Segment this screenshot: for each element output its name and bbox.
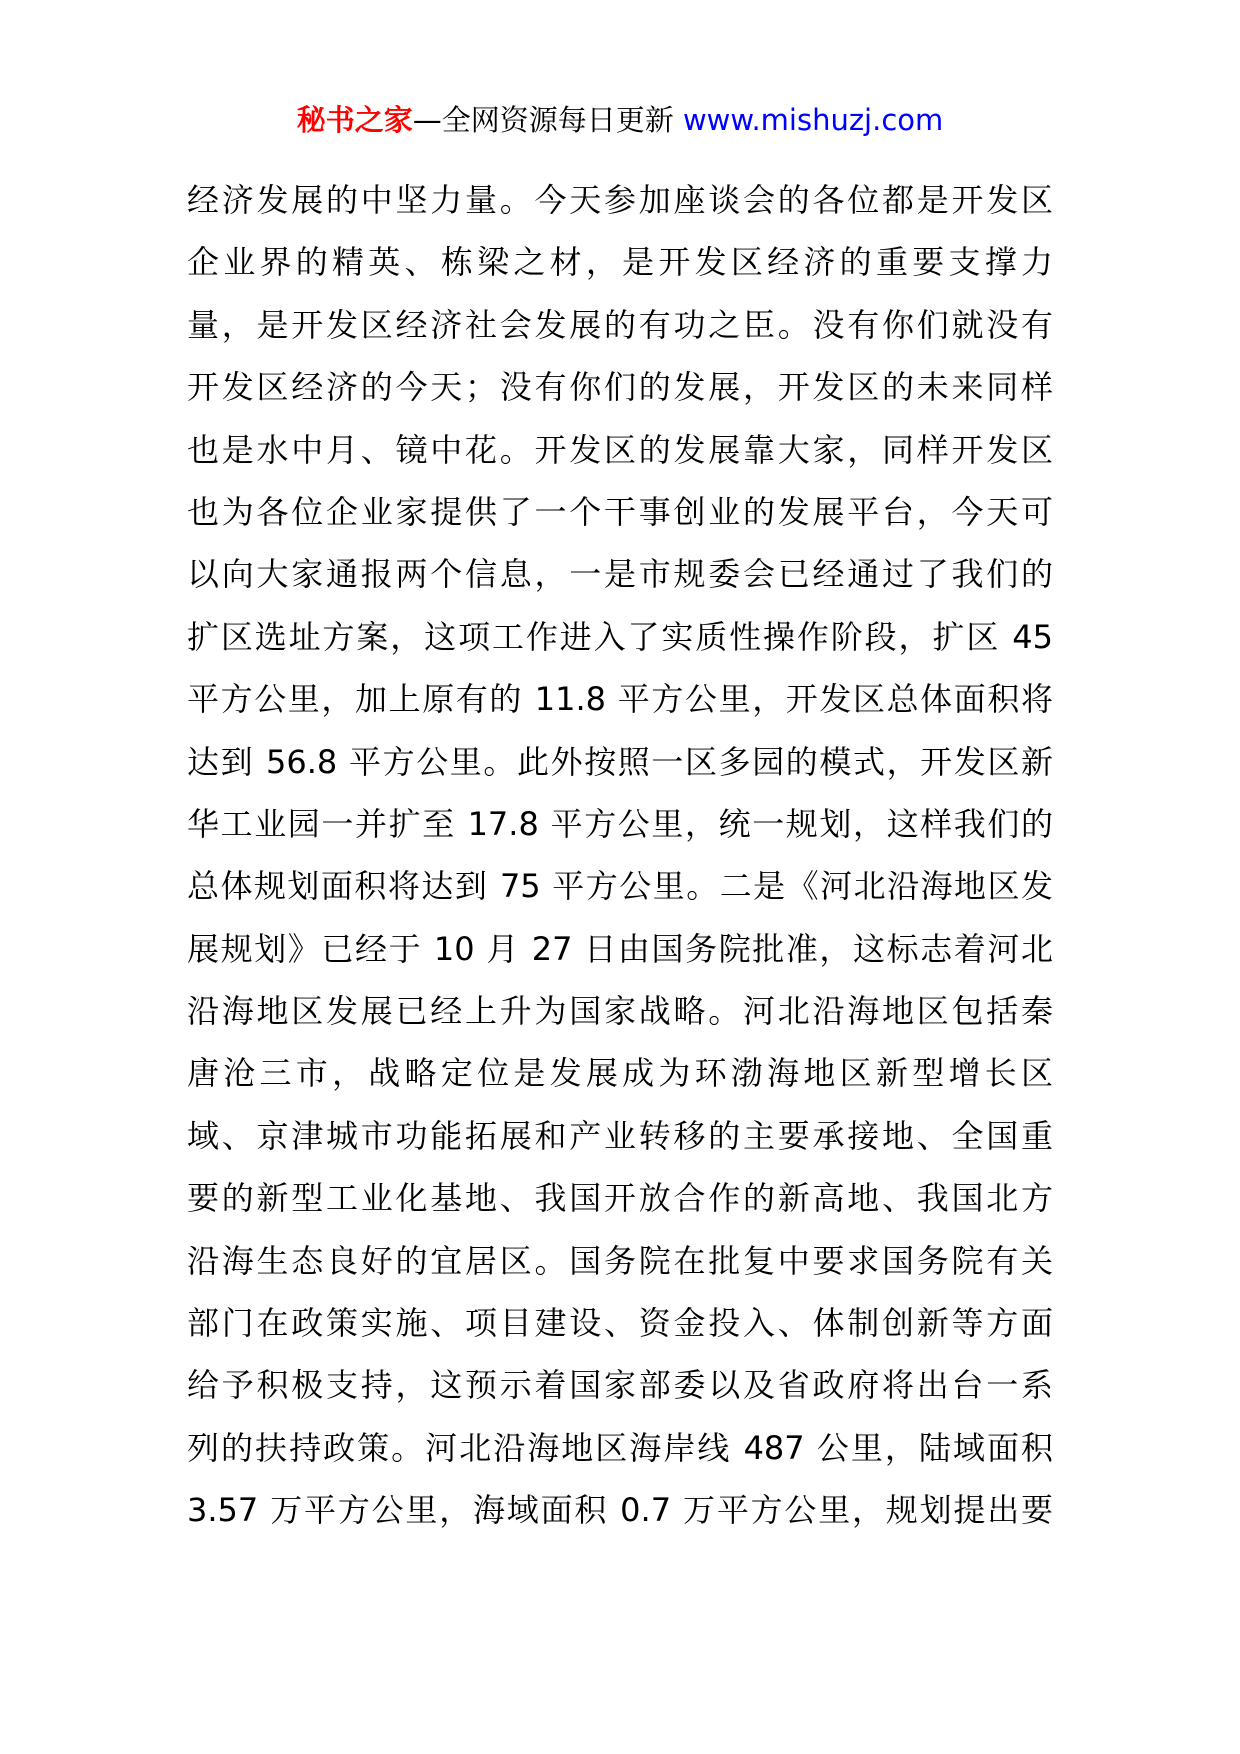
text-line: 总体规划面积将达到 75 平方公里。二是《河北沿海地区发 [187, 867, 1053, 906]
site-header [0, 98, 1240, 142]
text-line: 开发区经济的今天；没有你们的发展，开发区的未来同样 [187, 368, 1053, 407]
text-line: 也是水中月、镜中花。开发区的发展靠大家，同样开发区 [187, 430, 1053, 469]
text-line: 列的扶持政策。河北沿海地区海岸线 487 公里，陆域面积 [187, 1428, 1053, 1467]
document-body [187, 169, 1053, 1542]
text-line: 也为各位企业家提供了一个干事创业的发展平台，今天可 [187, 492, 1053, 531]
header-tagline: —全网资源每日更新 [412, 103, 683, 137]
text-line: 域、京津城市功能拓展和产业转移的主要承接地、全国重 [187, 1116, 1053, 1155]
text-line: 3.57 万平方公里，海域面积 0.7 万平方公里，规划提出要 [187, 1491, 1053, 1530]
text-line: 量，是开发区经济社会发展的有功之臣。没有你们就没有 [187, 305, 1053, 344]
brand-name: 秘书之家 [296, 103, 413, 137]
text-line: 部门在政策实施、项目建设、资金投入、体制创新等方面 [187, 1304, 1053, 1343]
text-line: 平方公里，加上原有的 11.8 平方公里，开发区总体面积将 [187, 680, 1053, 719]
text-line: 要的新型工业化基地、我国开放合作的新高地、我国北方 [187, 1179, 1053, 1218]
text-line: 企业界的精英、栋梁之材，是开发区经济的重要支撑力 [187, 243, 1053, 282]
text-line: 唐沧三市，战略定位是发展成为环渤海地区新型增长区 [187, 1054, 1053, 1093]
text-line: 以向大家通报两个信息，一是市规委会已经通过了我们的 [187, 555, 1053, 594]
text-line: 经济发展的中坚力量。今天参加座谈会的各位都是开发区 [187, 181, 1053, 219]
text-line: 展规划》已经于 10 月 27 日由国务院批准，这标志着河北 [187, 929, 1053, 968]
text-line: 沿海地区发展已经上升为国家战略。河北沿海地区包括秦 [187, 992, 1053, 1031]
text-line: 给予积极支持，这预示着国家部委以及省政府将出台一系 [187, 1366, 1053, 1405]
text-line: 扩区选址方案，这项工作进入了实质性操作阶段，扩区 45 [187, 617, 1053, 656]
text-line: 华工业园一并扩至 17.8 平方公里，统一规划，这样我们的 [187, 804, 1053, 843]
site-url-link[interactable]: www.mishuzj.com [682, 103, 944, 137]
text-line: 达到 56.8 平方公里。此外按照一区多园的模式，开发区新 [187, 742, 1053, 781]
text-line: 沿海生态良好的宜居区。国务院在批复中要求国务院有关 [187, 1241, 1053, 1280]
